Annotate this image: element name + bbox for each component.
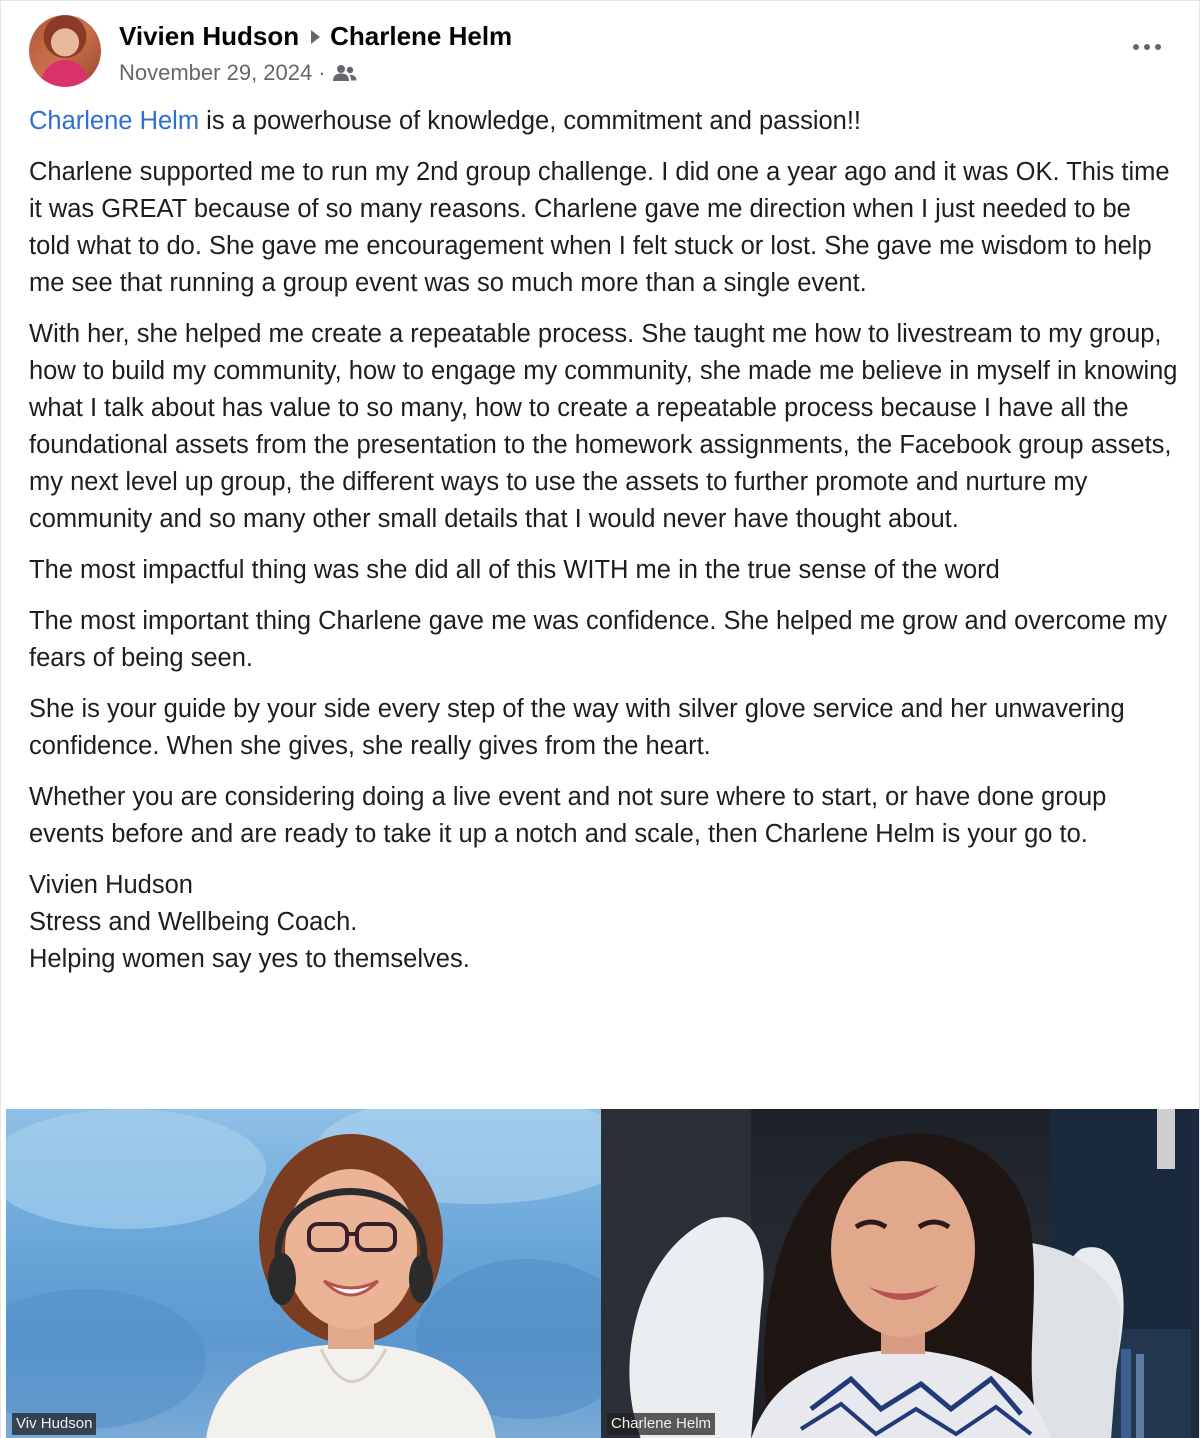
post-meta xyxy=(119,59,358,87)
signature-title: Stress and Wellbeing Coach. xyxy=(29,908,358,936)
author-name-link[interactable]: Vivien Hudson xyxy=(119,21,300,51)
participant-photo-viv xyxy=(6,1109,601,1438)
signature-tagline: Helping women say yes to themselves. xyxy=(29,945,470,973)
author-avatar[interactable] xyxy=(29,15,101,87)
more-dot-icon xyxy=(1133,44,1139,50)
post-date-link[interactable]: November 29, 2024 xyxy=(119,60,313,85)
signature xyxy=(29,867,1179,978)
post-paragraph: The most important thing Charlene gave me was confidence. She helped me grow and overcome my fears of being seen. xyxy=(29,607,1168,672)
more-dot-icon xyxy=(1155,44,1161,50)
video-tile-charlene[interactable] xyxy=(601,1109,1200,1438)
caret-right-icon xyxy=(311,30,320,44)
post-paragraph xyxy=(29,103,1179,140)
post-media[interactable] xyxy=(6,1109,1200,1438)
post-body xyxy=(29,103,1179,992)
participant-label: Charlene Helm xyxy=(607,1413,715,1435)
participant-label: Viv Hudson xyxy=(12,1413,96,1435)
participant-photo-charlene xyxy=(601,1109,1200,1438)
first-line-text: is a powerhouse of knowledge, commitment and passion!! xyxy=(199,107,862,135)
post-paragraph: Whether you are considering doing a live event and not sure where to start, or have done group events before and are ready to take it up a notch and scale, then Charlene Helm is your go to. xyxy=(29,783,1107,848)
target-name-link[interactable]: Charlene Helm xyxy=(330,21,513,51)
post-paragraph: With her, she helped me create a repeatable process. She taught me how to livestream to my group, how to build my community, how to engage my community, she made me believe in myself in knowing what I talk about has value to so many, how to create a repeatable process because I have all the foundational assets from the presentation to the homework assignments, the Facebook group assets, my next level up group, the different ways to use the assets to further promote and nurture my community and so many other small details that I would never have thought about. xyxy=(29,320,1178,533)
group-icon[interactable] xyxy=(332,63,358,83)
signature-name: Vivien Hudson xyxy=(29,871,193,899)
meta-separator: · xyxy=(318,60,326,85)
more-options-button[interactable] xyxy=(1125,29,1169,65)
post-header-names xyxy=(119,19,512,53)
post-paragraph: She is your guide by your side every step of the way with silver glove service and her unwavering confidence. When she gives, she really gives from the heart. xyxy=(29,695,1125,760)
post-paragraph: The most impactful thing was she did all of this WITH me in the true sense of the word xyxy=(29,556,1000,584)
video-tile-viv[interactable] xyxy=(6,1109,601,1438)
mention-link[interactable]: Charlene Helm xyxy=(29,107,200,135)
post-paragraph: Charlene supported me to run my 2nd group challenge. I did one a year ago and it was OK. This time it was GREAT because of so many reasons. Charlene gave me direction when I just needed to be told what to do. She gave me encouragement when I felt stuck or lost. She gave me wisdom to help me see that running a group event was so much more than a single event. xyxy=(29,158,1170,297)
more-dot-icon xyxy=(1144,44,1150,50)
